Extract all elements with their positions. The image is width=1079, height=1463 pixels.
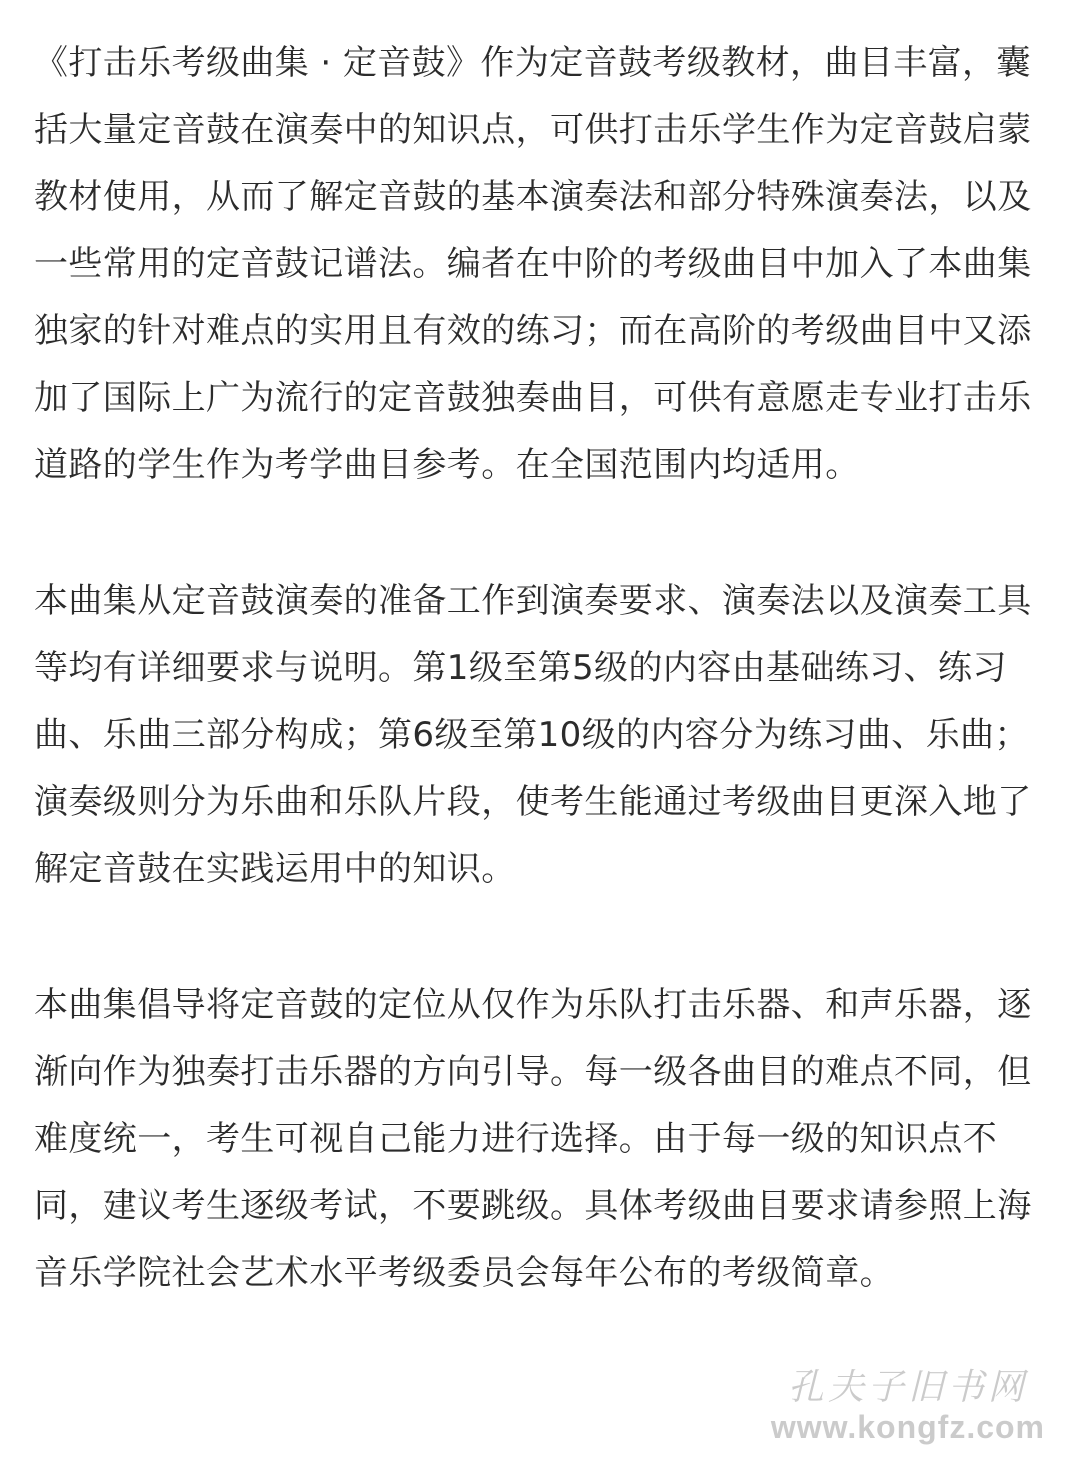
paragraph-structure: 本曲集从定音鼓演奏的准备工作到演奏要求、演奏法以及演奏工具等均有详细要求与说明。第1级至第5级的内容由基础练习、练习曲、乐曲三部分构成；第6级至第10级的内容分为练习曲、乐曲；演奏级则分为乐曲和乐队片段，使考生能通过考级曲目更深入地了解定音鼓在实践运用中的知识。 (34, 581, 1032, 889)
document-body (34, 30, 1044, 1307)
watermark (771, 1367, 1045, 1445)
watermark-brand: 孔夫子旧书网 (787, 1367, 1028, 1408)
paragraph-intro: 《打击乐考级曲集 · 定音鼓》作为定音鼓考级教材，曲目丰富，囊括大量定音鼓在演奏中的知识点，可供打击乐学生作为定音鼓启蒙教材使用，从而了解定音鼓的基本演奏法和部分特殊演奏法，以及一些常用的定音鼓记谱法。编者在中阶的考级曲目中加入了本曲集独家的针对难点的实用且有效的练习；而在高阶的考级曲目中又添加了国际上广为流行的定音鼓独奏曲目，可供有意愿走专业打击乐道路的学生作为考学曲目参考。在全国范围内均适用。 (34, 43, 1032, 485)
watermark-url: www.kongfz.com (770, 1409, 1045, 1445)
paragraph-guidance: 本曲集倡导将定音鼓的定位从仅作为乐队打击乐器、和声乐器，逐渐向作为独奏打击乐器的方向引导。每一级各曲目的难点不同，但难度统一，考生可视自己能力进行选择。由于每一级的知识点不同，建议考生逐级考试，不要跳级。具体考级曲目要求请参照上海音乐学院社会艺术水平考级委员会每年公布的考级简章。 (34, 985, 1032, 1293)
